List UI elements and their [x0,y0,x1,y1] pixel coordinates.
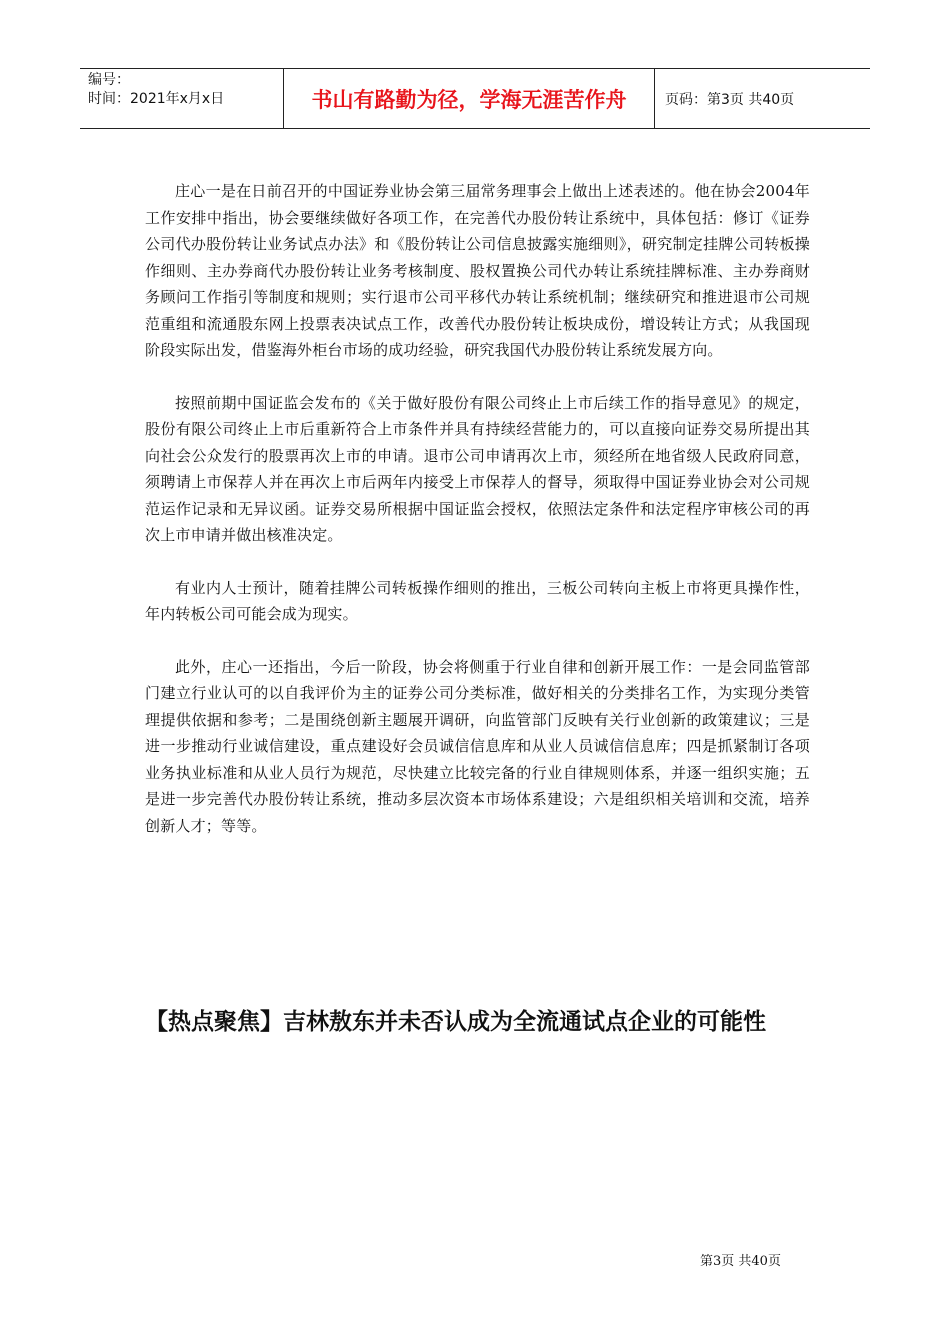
page-info-text: 页码：第3页 共40页 [665,91,795,108]
paragraph-1: 庄心一是在日前召开的中国证券业协会第三届常务理事会上做出上述表述的。他在协会2004年工作安排中指出，协会要继续做好各项工作，在完善代办股份转让系统中，具体包括：修订《证券公司代办股份转让业务试点办法》和《股份转让公司信息披露实施细则》，研究制定挂牌公司转板操作细则、主办券商代办股份转让业务考核制度、股权置换公司代办转让系统挂牌标准、主办券商财务顾问工作指引等制度和规则；实行退市公司平移代办转让系统机制；继续研究和推进退市公司规范重组和流通股东网上投票表决试点工作，改善代办股份转让板块成份，增设转让方式；从我国现阶段实际出发，借鉴海外柜台市场的成功经验，研究我国代办股份转让系统发展方向。 [145,182,810,359]
header-motto [283,69,655,128]
section-title: 【热点聚焦】吉林敖东并未否认成为全流通试点企业的可能性 [145,1009,766,1035]
motto-text: 书山有路勤为径，学海无涯苦作舟 [311,87,627,112]
header-meta [80,69,283,128]
footer-page-number: 第3页 共40页 [700,1254,781,1269]
paragraph-3: 有业内人士预计，随着挂牌公司转板操作细则的推出，三板公司转向主板上市将更具操作性，年内转板公司可能会成为现实。 [145,578,810,623]
date-label: 时间：2021年x月x日 [88,91,225,107]
paragraph-4: 此外，庄心一还指出，今后一阶段，协会将侧重于行业自律和创新开展工作：一是会同监管部门建立行业认可的以自我评价为主的证券公司分类标准，做好相关的分类排名工作，为实现分类管理提供依据和参考；二是围绕创新主题展开调研，向监管部门反映有关行业创新的政策建议；三是进一步推动行业诚信建设，重点建设好会员诚信信息库和从业人员诚信信息库；四是抓紧制订各项业务执业标准和从业人员行为规范，尽快建立比较完备的行业自律规则体系，并逐一组织实施；五是进一步完善代办股份转让系统，推动多层次资本市场体系建设；六是组织相关培训和交流，培养创新人才；等等。 [145,657,810,835]
header-page-info [655,69,870,128]
article-body [145,178,810,865]
serial-number-label: 编号： [88,72,130,88]
page-header [80,68,870,129]
paragraph-2: 按照前期中国证监会发布的《关于做好股份有限公司终止上市后续工作的指导意见》的规定，股份有限公司终止上市后重新符合上市条件并具有持续经营能力的，可以直接向证券交易所提出其向社会公众发行的股票再次上市的申请。退市公司申请再次上市，须经所在地省级人民政府同意，须聘请上市保荐人并在再次上市后两年内接受上市保荐人的督导，须取得中国证券业协会对公司规范运作记录和无异议函。证券交易所根据中国证监会授权，依照法定条件和法定程序审核公司的再次上市申请并做出核准决定。 [145,393,810,544]
